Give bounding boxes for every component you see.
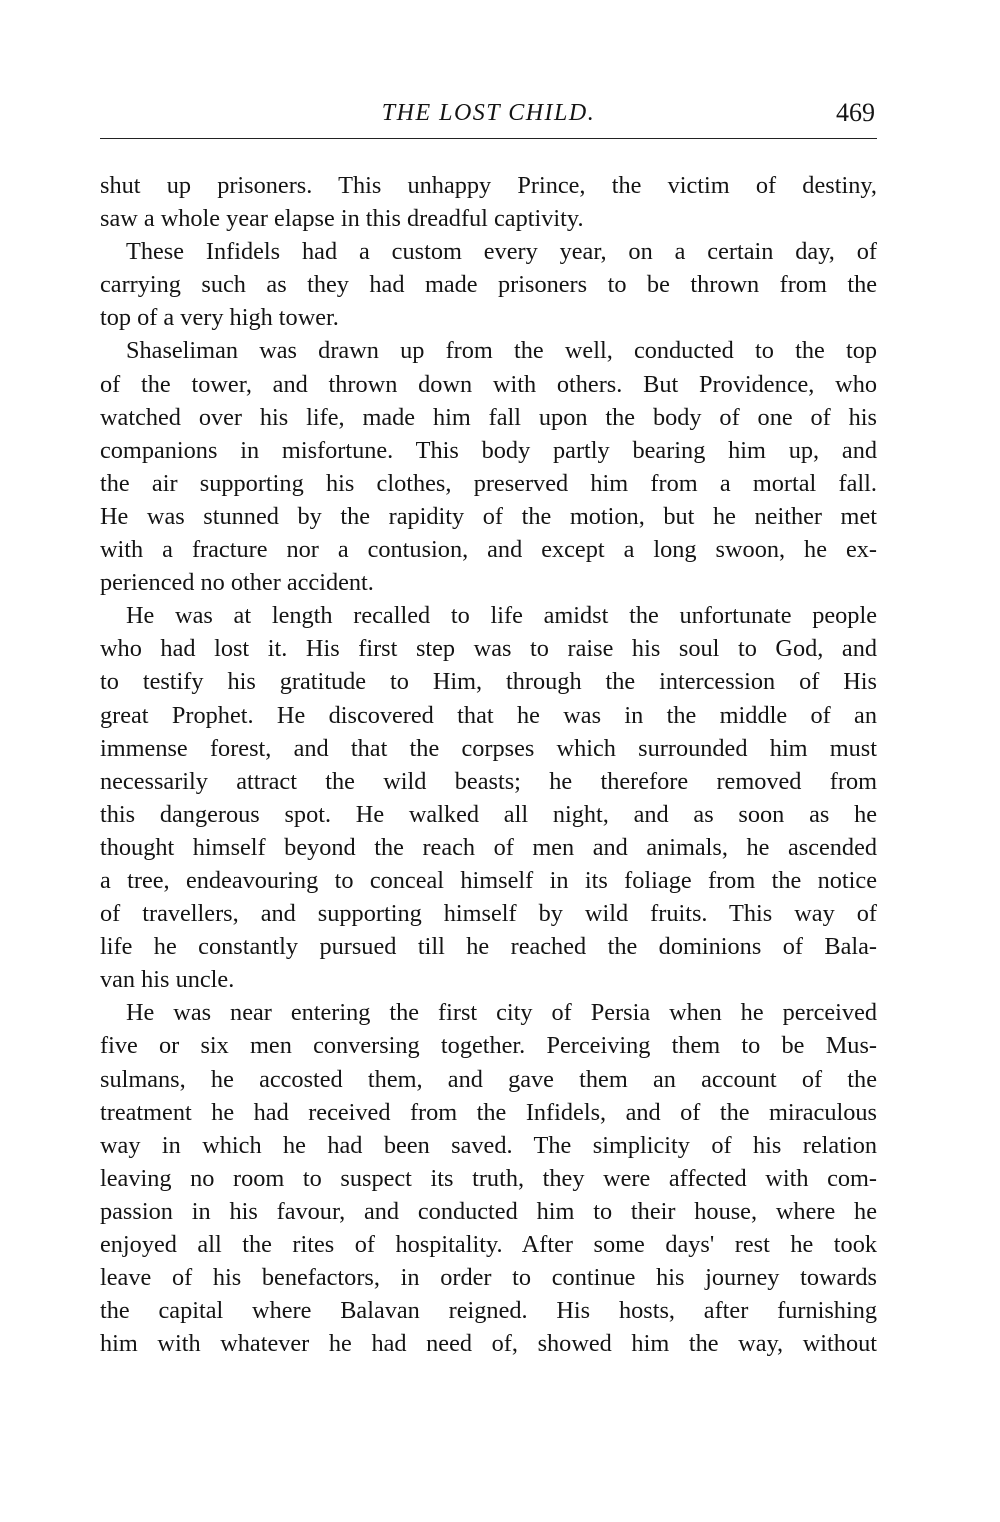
text-line: to testify his gratitude to Him, through the intercession of His bbox=[100, 668, 877, 696]
text-line: leave of his benefactors, in order to continue his journey towards bbox=[100, 1264, 877, 1292]
header-rule bbox=[100, 138, 877, 139]
text-line: companions in misfortune. This body partly bearing him up, and bbox=[100, 436, 877, 464]
body-text bbox=[100, 169, 877, 1360]
text-line: sulmans, he accosted them, and gave them an account of the bbox=[100, 1065, 877, 1093]
text-line: a tree, endeavouring to conceal himself in its foliage from the notice bbox=[100, 866, 877, 894]
text-line: These Infidels had a custom every year, on a certain day, of bbox=[126, 238, 877, 266]
text-line: with a fracture nor a contusion, and except a long swoon, he ex- bbox=[100, 536, 877, 564]
text-line: perienced no other accident. bbox=[100, 569, 374, 597]
text-line: great Prophet. He discovered that he was in the middle of an bbox=[100, 701, 877, 729]
text-line: immense forest, and that the corpses which surrounded him must bbox=[100, 734, 877, 762]
text-line: five or six men conversing together. Perceiving them to be Mus- bbox=[100, 1032, 877, 1060]
text-line: He was at length recalled to life amidst the unfortunate people bbox=[126, 602, 877, 630]
text-line: leaving no room to suspect its truth, they were affected with com- bbox=[100, 1164, 877, 1192]
text-line: He was near entering the first city of Persia when he perceived bbox=[126, 999, 877, 1027]
text-line: enjoyed all the rites of hospitality. After some days' rest he took bbox=[100, 1231, 877, 1258]
text-line: of travellers, and supporting himself by wild fruits. This way of bbox=[100, 900, 877, 928]
paragraph bbox=[100, 334, 877, 599]
text-line: him with whatever he had need of, showed him the way, without bbox=[100, 1330, 877, 1358]
paragraph bbox=[100, 169, 877, 235]
text-line: Shaseliman was drawn up from the well, conducted to the top bbox=[126, 337, 877, 365]
text-line: van his uncle. bbox=[100, 966, 235, 994]
text-line: life he constantly pursued till he reached the dominions of Bala- bbox=[100, 933, 877, 961]
text-line: the capital where Balavan reigned. His hosts, after furnishing bbox=[100, 1297, 877, 1325]
text-line: who had lost it. His first step was to raise his soul to God, and bbox=[100, 635, 877, 663]
page-number: 469 bbox=[836, 98, 875, 127]
text-line: the air supporting his clothes, preserved him from a mortal fall. bbox=[100, 469, 877, 497]
text-line: carrying such as they had made prisoners to be thrown from the bbox=[100, 271, 877, 299]
text-line: shut up prisoners. This unhappy Prince, the victim of destiny, bbox=[100, 172, 877, 199]
text-line: way in which he had been saved. The simplicity of his relation bbox=[100, 1131, 877, 1159]
text-line: thought himself beyond the reach of men and animals, he ascended bbox=[100, 833, 877, 861]
text-line: necessarily attract the wild beasts; he therefore removed from bbox=[100, 767, 877, 795]
text-line: He was stunned by the rapidity of the motion, but he neither met bbox=[100, 502, 877, 530]
text-line: top of a very high tower. bbox=[100, 304, 339, 332]
text-line: this dangerous spot. He walked all night, and as soon as he bbox=[100, 800, 877, 828]
paragraph bbox=[100, 599, 877, 996]
paragraph bbox=[100, 996, 877, 1360]
text-line: watched over his life, made him fall upon the body of one of his bbox=[100, 403, 877, 431]
text-line: passion in his favour, and conducted him to their house, where he bbox=[100, 1197, 877, 1225]
text-line: treatment he had received from the Infidels, and of the miraculous bbox=[100, 1098, 877, 1126]
paragraph bbox=[100, 235, 877, 334]
running-title: THE LOST CHILD. bbox=[381, 100, 596, 126]
text-line: of the tower, and thrown down with others. But Providence, who bbox=[100, 370, 877, 398]
running-head bbox=[100, 96, 877, 136]
text-line: saw a whole year elapse in this dreadful captivity. bbox=[100, 205, 584, 233]
